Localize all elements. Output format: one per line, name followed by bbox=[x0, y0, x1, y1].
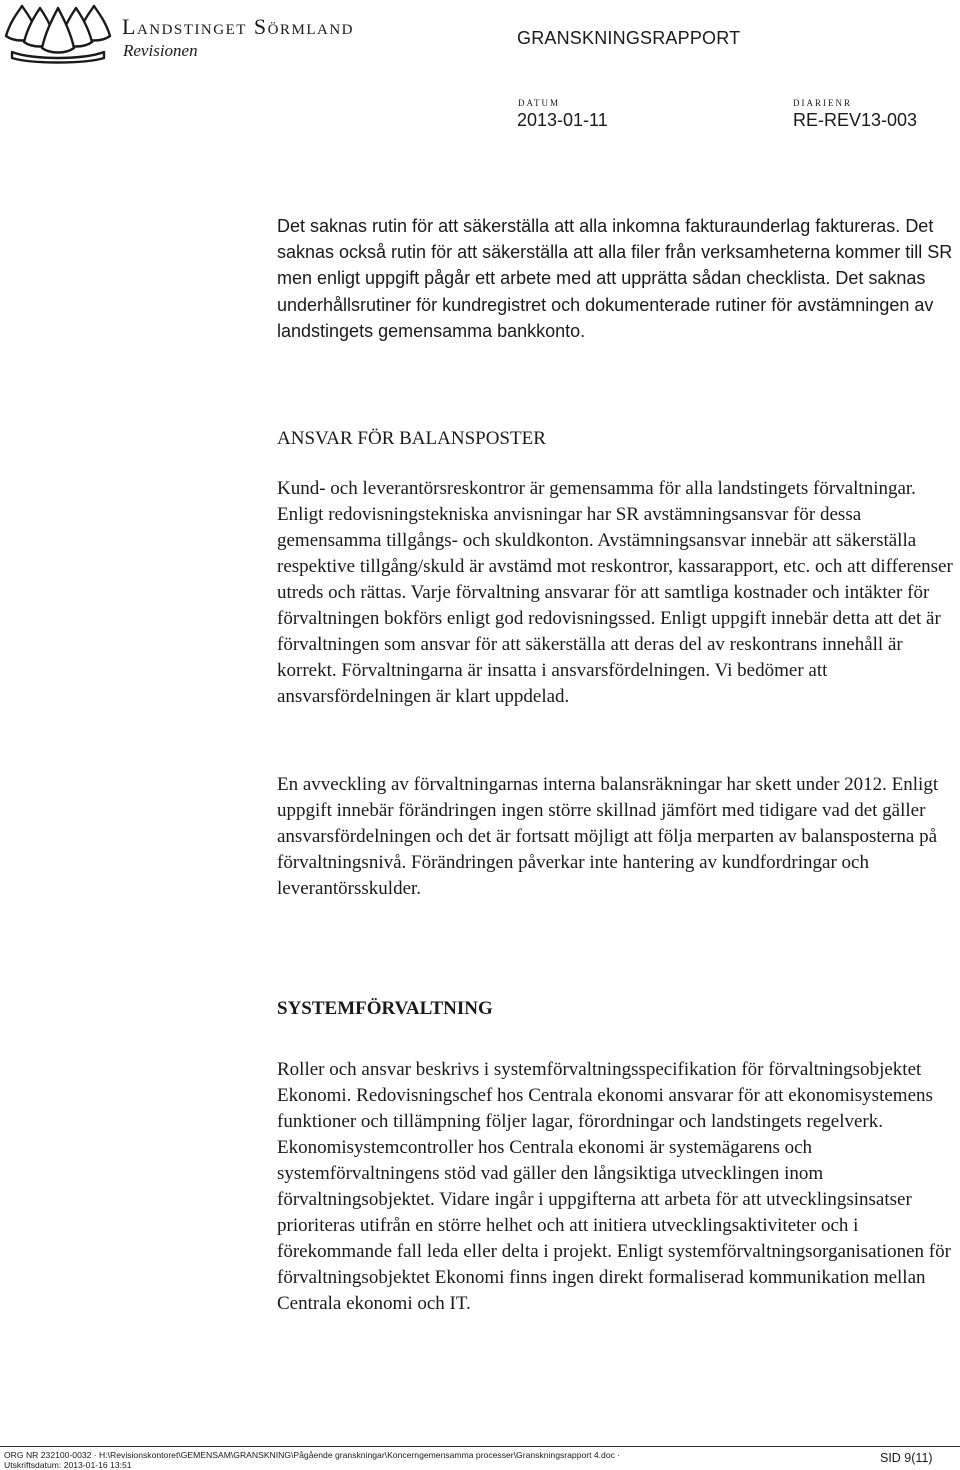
document-body bbox=[277, 213, 960, 1317]
systemforvaltning-paragraph: Roller och ansvar beskrivs i systemförvaltningsspecifikation för förvaltningsobjektet Ekonomi. Redovisningschef hos Centrala ekonomi ansvarar för att ekonomisystemens funktioner och tillämpning följer lagar, förordningar och landstingets regelverk. Ekonomisystemcontroller hos Centrala ekonomi är systemägarens och systemförvaltningens stöd vad gäller den långsiktiga utvecklingen inom förvaltningsobjektet. Vidare ingår i uppgifterna att arbeta för att utvecklingsinsatser prioriteras utifrån en större helhet och att initiera utvecklingsaktiviteter och i förekommande fall leda eller delta i projekt. Enligt systemförvaltningsorganisationen för förvaltningsobjektet Ekonomi finns ingen direkt formaliserad kommunikation mellan Centrala ekonomi och IT. bbox=[277, 1059, 951, 1315]
footer-print-date: Utskriftsdatum: 2013-01-16 13:51 bbox=[4, 1460, 132, 1470]
section-heading-systemforvaltning: SYSTEMFÖRVALTNING bbox=[277, 998, 493, 1020]
document-type: GRANSKNINGSRAPPORT bbox=[517, 28, 741, 48]
balansposter-paragraph-2: En avveckling av förvaltningarnas interna balansräkningar har skett under 2012. Enligt uppgift innebär förändringen ingen större skillnad jämfört med tidigare vad det gäller ansvarsfördelningen och det är fortsatt möjligt att följa merparten av balansposterna på förvaltningsnivå. Förändringen påverkar inte hantering av kundfordringar och leverantörsskulder. bbox=[277, 774, 939, 900]
page-number: SID 9(11) bbox=[880, 1451, 933, 1465]
intro-paragraph: Det saknas rutin för att säkerställa att alla inkomna fakturaunderlag faktureras. Det saknas också rutin för att säkerställa att alla filer från verksamheterna kommer till SR men enligt uppgift pågår ett arbete med att upprätta sådan checklista. Det saknas underhållsrutiner för kundregistret och dokumenterade rutiner för avstämningen av landstingets gemensamma bankkonto. bbox=[277, 216, 953, 341]
diary-number-value: RE-REV13-003 bbox=[793, 110, 918, 130]
footer-file-info bbox=[4, 1450, 620, 1470]
date-value: 2013-01-11 bbox=[517, 110, 608, 130]
section-heading-balansposter: ANSVAR FÖR BALANSPOSTER bbox=[277, 428, 546, 450]
organization-subtitle: Revisionen bbox=[123, 41, 198, 60]
diary-number-label: DIARIENR bbox=[793, 98, 852, 108]
crown-lotus-logo-icon bbox=[2, 2, 114, 64]
footer-divider bbox=[0, 1446, 960, 1447]
balansposter-paragraph-1: Kund- och leverantörsreskontror är gemensamma för alla landstingets förvaltningar. Enligt redovisningstekniska anvisningar har SR avstämningsansvar för dessa gemensamma tillgångs- och skuldkonton. Avstämningsansvar innebär att säkerställa respektive tillgång/skuld är avstämd mot reskontror, kassarapport, etc. och att differenser utreds och rättas. Varje förvaltning ansvarar för att samtliga kostnader och intäkter för förvaltningen bokförs enligt god redovisningssed. Enligt uppgift innebär detta att det är förvaltningen som ansvar för att säkerställa att deras del av reskontrans innehåll är korrekt. Förvaltningarna är insatta i ansvarsfördelningen. Vi bedömer att ansvarsfördelningen är klart uppdelad. bbox=[277, 478, 953, 708]
footer-path: ORG NR 232100-0032 · H:\Revisionskontoret\GEMENSAM\GRANSKNING\Pågående granskningar\Koncerngemensamma processer\Granskningsrapport 4.doc · bbox=[4, 1450, 621, 1460]
date-label: DATUM bbox=[518, 98, 561, 108]
organization-name: Landstinget Sörmland bbox=[122, 14, 354, 39]
